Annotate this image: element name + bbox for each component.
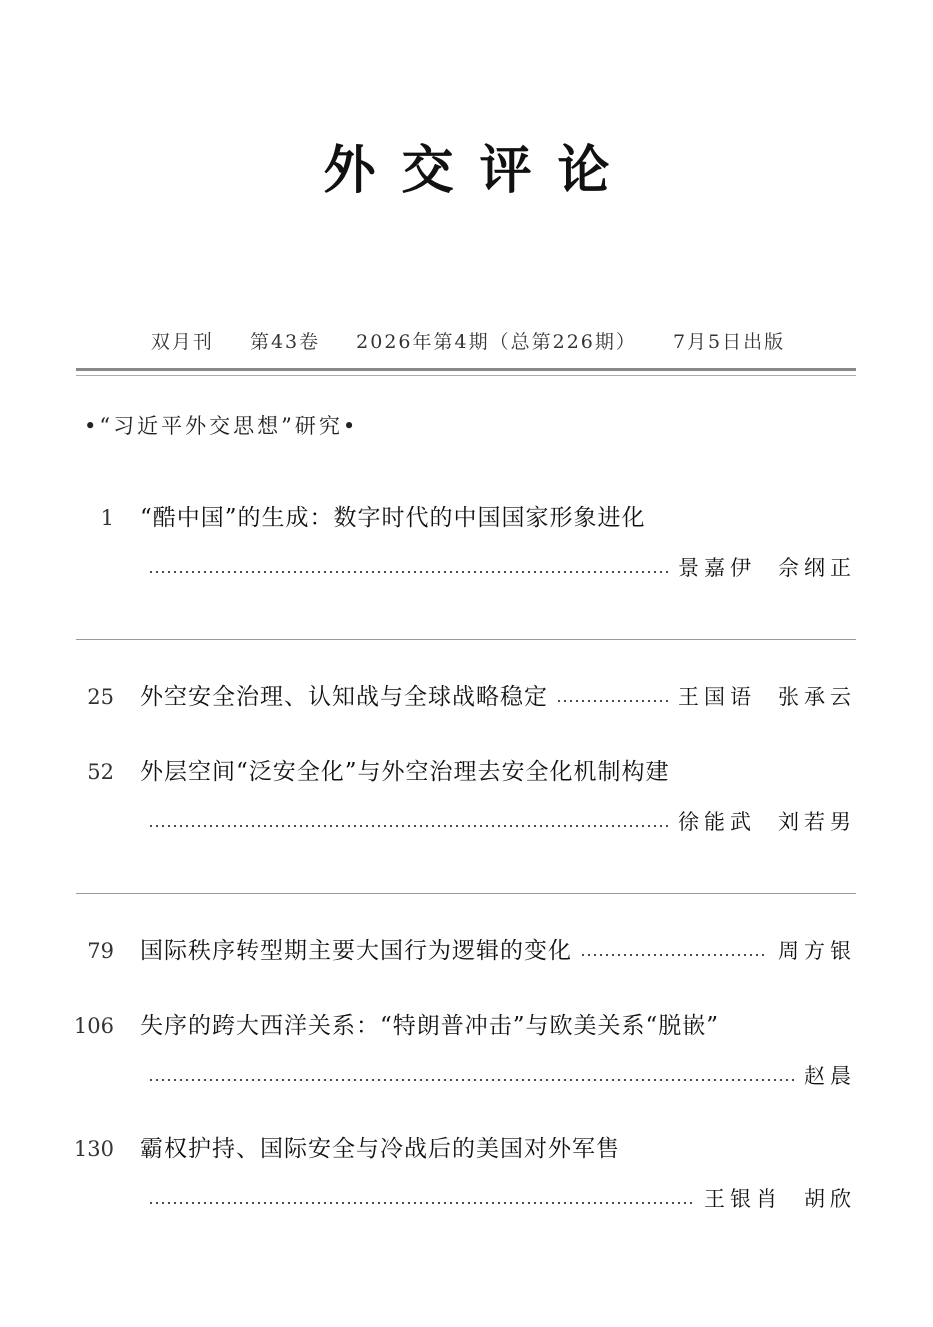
article-title[interactable]: 霸权护持、国际安全与冷战后的美国对外军售 (140, 1136, 620, 1162)
article-title[interactable]: “酷中国”的生成：数字时代的中国国家形象进化 (140, 505, 646, 531)
page-number: 106 (73, 1014, 114, 1038)
column-title: •“习近平外交思想”研究• (84, 414, 359, 438)
section-divider (76, 639, 856, 640)
toc-entry[interactable] (60, 747, 856, 847)
toc-entry[interactable] (60, 1001, 856, 1101)
dot-leader (148, 1202, 694, 1204)
article-title[interactable]: 失序的跨大西洋关系：“特朗普冲击”与欧美关系“脱嵌” (140, 1013, 720, 1039)
author: 赵晨 (804, 1064, 856, 1088)
article-authors (804, 1051, 856, 1101)
page-number: 79 (87, 939, 114, 963)
issue-volume: 第43卷 (249, 331, 321, 353)
author: 王国语 (678, 685, 756, 709)
issue-info (78, 327, 858, 354)
dot-leader (556, 700, 668, 702)
article-authors (704, 1174, 856, 1224)
dot-leader (148, 1079, 794, 1081)
author: 徐能武 (678, 810, 756, 834)
toc-entry[interactable] (60, 926, 856, 976)
article-authors (778, 926, 856, 976)
toc-entry[interactable] (60, 1124, 856, 1224)
article-title[interactable]: 外层空间“泛安全化”与外空治理去安全化机制构建 (140, 759, 670, 785)
author: 佘纲正 (778, 556, 856, 580)
header-divider (76, 368, 856, 376)
page-number: 1 (100, 506, 114, 530)
issue-publish-date: 7月5日出版 (672, 331, 786, 353)
journal-title: 外交评论 (323, 140, 636, 201)
author: 张承云 (778, 685, 856, 709)
page-number: 25 (87, 685, 114, 709)
toc-entry[interactable] (60, 672, 856, 722)
author: 周方银 (778, 939, 856, 963)
author: 胡欣 (804, 1187, 856, 1211)
dot-leader (580, 954, 768, 956)
issue-number: 2026年第4期（总第226期） (356, 331, 637, 353)
issue-frequency: 双月刊 (150, 331, 214, 353)
page-number: 130 (73, 1137, 114, 1161)
page-number: 52 (87, 760, 114, 784)
article-title[interactable]: 外空安全治理、认知战与全球战略稳定 (140, 684, 548, 710)
dot-leader (148, 825, 668, 827)
author: 刘若男 (778, 810, 856, 834)
article-title[interactable]: 国际秩序转型期主要大国行为逻辑的变化 (140, 938, 572, 964)
section-divider (76, 893, 856, 894)
article-authors (678, 797, 856, 847)
article-authors (678, 543, 856, 593)
article-authors (678, 672, 856, 722)
author: 王银肖 (704, 1187, 782, 1211)
dot-leader (148, 571, 668, 573)
author: 景嘉伊 (678, 556, 756, 580)
toc-entry[interactable] (60, 493, 856, 593)
